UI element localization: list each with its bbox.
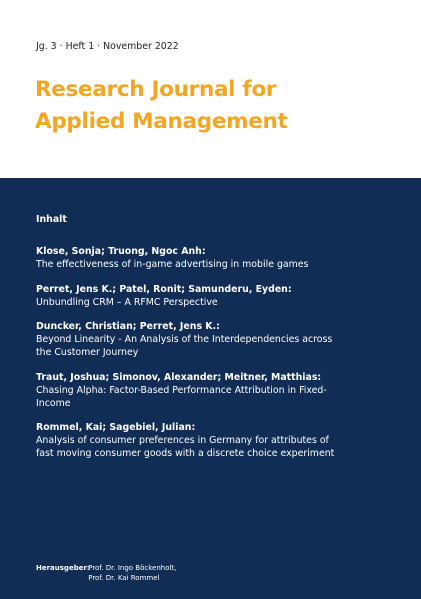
toc-entry-title: Chasing Alpha: Factor-Based Performance Attribution in Fixed-Income <box>36 384 327 409</box>
toc-entry-title: The effectiveness of in-game advertising in mobile games <box>36 259 309 270</box>
toc-entry <box>36 421 336 460</box>
toc-entry-authors: Klose, Sonja; Truong, Ngoc Anh: <box>36 246 206 257</box>
editor-name: Prof. Dr. Ingo Böckenholt, <box>88 564 177 572</box>
editors-names <box>88 563 176 583</box>
contents-heading: Inhalt <box>36 214 67 225</box>
table-of-contents <box>36 245 336 472</box>
toc-entry <box>36 320 336 359</box>
toc-entry-authors: Traut, Joshua; Simonov, Alexander; Meitner, Matthias: <box>36 371 322 383</box>
journal-title <box>35 74 287 138</box>
toc-entry <box>36 283 336 309</box>
toc-entry-title: Analysis of consumer preferences in Germany for attributes of fast moving consumer goods with a discrete choice experiment <box>36 435 335 459</box>
editor-name: Prof. Dr. Kai Rommel <box>88 574 160 582</box>
toc-entry <box>36 245 336 271</box>
contents-panel <box>0 178 421 599</box>
toc-entry-authors: Rommel, Kai; Sagebiel, Julian: <box>36 422 196 433</box>
toc-entry-authors: Duncker, Christian; Perret, Jens K.: <box>36 321 220 332</box>
toc-entry <box>36 371 336 410</box>
issue-line: Jg. 3 · Heft 1 · November 2022 <box>36 41 179 52</box>
editors-label: Herausgeber: <box>36 564 90 572</box>
toc-entry-authors: Perret, Jens K.; Patel, Ronit; Samunderu, Eyden: <box>36 283 292 295</box>
journal-title-line-1: Research Journal for <box>35 77 277 102</box>
toc-entry-title: Beyond Linearity - An Analysis of the Interdependencies across the Customer Journey <box>36 334 333 358</box>
journal-title-line-2: Applied Management <box>35 109 288 134</box>
cover-header <box>0 0 421 178</box>
editors-block <box>36 563 176 583</box>
toc-entry-title: Unbundling CRM – A RFMC Perspective <box>36 296 218 308</box>
